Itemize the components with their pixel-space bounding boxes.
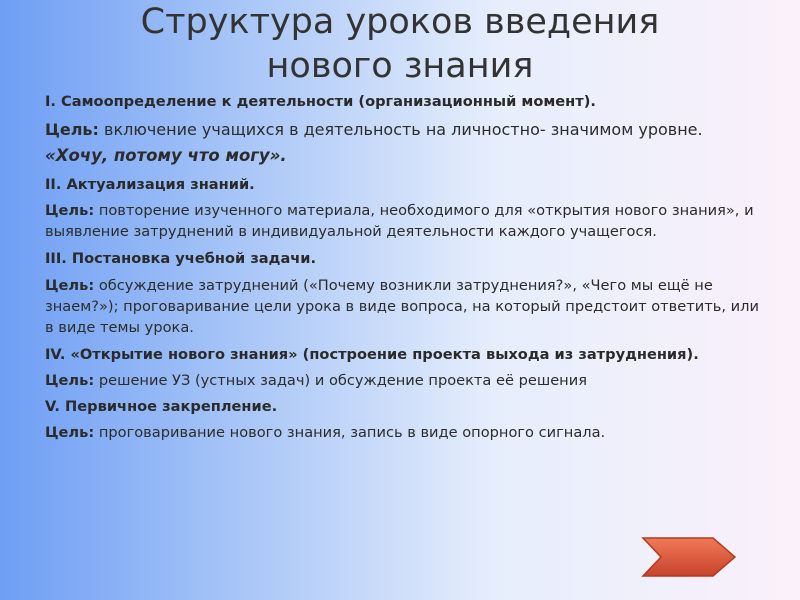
goal-label: Цель:	[45, 424, 95, 441]
next-slide-button[interactable]	[641, 536, 737, 578]
goal-text: обсуждение затруднений («Почему возникли затруднения?», «Чего мы ещё не знаем?»); проговаривание цели урока в виде вопроса, на который предстоит ответить, или в виде темы урока.	[45, 277, 759, 336]
goal-text: решение УЗ (устных задач) и обсуждение проекта её решения	[94, 372, 587, 389]
section-3-heading: III. Постановка учебной задачи.	[45, 250, 317, 267]
goal-label: Цель:	[45, 120, 99, 139]
section-5-heading: V. Первичное закрепление.	[45, 398, 278, 415]
arrow-right-icon	[641, 536, 737, 578]
goal-label: Цель:	[45, 372, 95, 389]
section-3-goal	[45, 275, 765, 338]
goal-text: включение учащихся в деятельность на личностно- значимом уровне.	[98, 120, 703, 139]
section-2-goal	[45, 200, 765, 242]
section-1-goal	[45, 118, 765, 142]
section-4-goal	[45, 371, 765, 391]
section-1-motto: «Хочу, потому что могу».	[45, 146, 287, 165]
goal-label: Цель:	[45, 202, 95, 219]
section-1-heading: I. Самоопределение к деятельности (организационный момент).	[45, 93, 596, 110]
section-4-heading: IV. «Открытие нового знания» (построение проекта выхода из затруднения).	[45, 346, 699, 363]
slide-title: Структура уроков введения нового знания	[140, 2, 660, 86]
slide-content	[45, 92, 765, 443]
section-2-heading: II. Актуализация знаний.	[45, 176, 255, 193]
section-5-goal	[45, 423, 765, 443]
goal-label: Цель:	[45, 277, 95, 294]
goal-text: проговаривание нового знания, запись в виде опорного сигнала.	[94, 424, 606, 441]
goal-text: повторение изученного материала, необходимого для «открытия нового знания», и выявление затруднений в индивидуальной деятельности каждого учащегося.	[45, 202, 754, 240]
